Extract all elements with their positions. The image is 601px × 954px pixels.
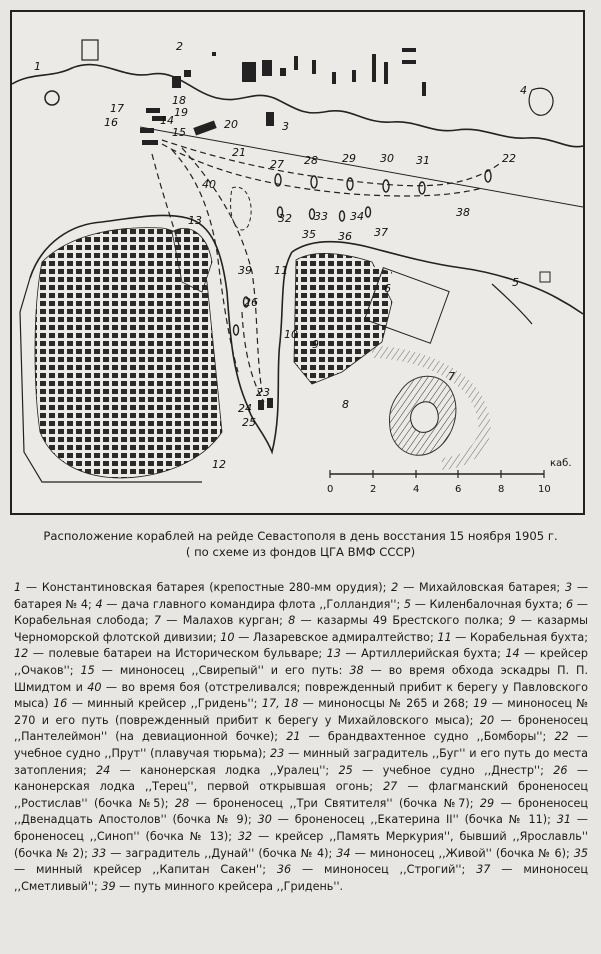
map-label: 21 [232, 146, 246, 159]
map-label: 13 [188, 214, 202, 227]
legend-text: — миноносец ,,Строгий'' [291, 863, 462, 877]
legend-number: 13 [326, 647, 341, 661]
legend-number: 35 [573, 846, 589, 860]
legend-number: 21 [286, 730, 301, 744]
scale-tick: 2 [370, 484, 377, 495]
legend-text: — миноносец № 270 и его путь (поврежденный прибит к берегу у Михайловского мыса) [14, 697, 588, 727]
legend-number: 23 [269, 746, 285, 760]
legend-text: — броненосец ,,Двенадцать Апостолов'' (бочка № 9) [14, 796, 589, 827]
legend-entry [175, 797, 470, 810]
map-label: 12 [212, 458, 226, 471]
legend-number: 7 [153, 614, 162, 628]
map-label: 6 [384, 282, 391, 295]
legend-number: 3 [564, 581, 573, 594]
map-label: 10 [284, 328, 298, 341]
legend-entry [336, 847, 566, 860]
figure-caption [0, 528, 601, 560]
legend-text: — минный заградитель ,,Буг'' и его путь до места затопления [14, 746, 588, 777]
legend-number: 15 [80, 663, 95, 677]
map-label: 31 [416, 154, 430, 167]
map-label: 32 [278, 212, 292, 225]
map-label: 14 [160, 114, 174, 127]
map-label: 25 [242, 416, 256, 429]
legend-text: — Лазаревское адмиралтейство [234, 630, 430, 644]
legend-number: 38 [342, 663, 364, 677]
legend-entry [96, 764, 325, 777]
legend-entry [339, 764, 541, 777]
legend-text: — миноносец ,,Сметливый'' [14, 863, 589, 893]
legend-number: 28 [174, 796, 190, 810]
legend-number: 2 [391, 581, 399, 594]
historical-map [10, 10, 585, 515]
scale-tick: 10 [538, 484, 551, 495]
scale-unit-label: каб. [550, 458, 572, 469]
map-label: 28 [304, 154, 318, 167]
boom-line [140, 127, 583, 207]
legend-text: — путь минного крейсера ,,Гридень''. [115, 879, 344, 893]
map-legend: 1 — Константиновская батарея (крепостные 280-мм орудия); 2 — Михайловская батарея; 3 — батарея № 4; 4 — дача главного командира флота ,,Голландия''; 5 — Киленбалочная бухта; 6 — Корабельная слобода; 7 — Малахов курган; 8 — казармы 49 Брестского полка; 9 — казармы Черноморской флотской дивизии; 10 — Лазаревское адмиралтейство; 11 — Корабельная бухта; 12 — полевые батареи на Историческом бульваре; 13 — Артиллерийская бухта; 14 — крейсер ,,Очаков''; 15 — миноносец ,,Свирепый'' и его путь: 38 — во время обхода эскадры П. П. Шмидтом и 40 — во время боя (отстреливался; поврежденный прибит к берегу у Павловского мыса) 16 — минный крейсер ,,Гридень''; 17, 18 — миноносцы № 265 и 268; 19 — миноносец № 270 и его путь (поврежденный прибит к берегу у Михайловского мыса); 20 — броненосец ,,Пантелеймон'' (на девиационной бочке); 21 — брандвахтенное судно ,,Бомборы''; 22 — учебное судно ,,Прут'' (плавучая тюрьма); 23 — минный заградитель ,,Буг'' и его путь до места затопления; 24 — канонерская лодка ,,Уралец''; 25 — учебное судно ,,Днестр''; 26 — канонерская лодка ,,Терец'', первой открывшая огонь; 27 — флагманский броненосец ,,Ростислав'' (бочка №5); 28 — броненосец ,,Три Святителя'' (бочка №7); 29 — броненосец ,,Двенадцать Апостолов'' (бочка № 9); 30 — броненосец ,,Екатерина II'' (бочка № 11); 31 — броненосец ,,Синоп'' (бочка № 13); 32 — крейсер ,,Память Меркурия'', бывший ,,Ярославль'' (бочка № 2); 33 — заградитель ,,Дунай'' (бочка № 4); 34 — миноносец ,,Живой'' (бочка № 6); 35 — минный крейсер ,,Капитан Сакен''; 36 — миноносец ,,Строгий''; 37 — миноносец ,,Сметливый''; 39 — путь минного крейсера ,,Гридень''. [14, 581, 589, 893]
legend-text: — миноносец ,,Свирепый'' и его путь: [94, 663, 343, 677]
legend-text: — Малахов курган [161, 614, 280, 628]
legend-text: — Корабельная бухта [451, 630, 585, 644]
map-label: 18 [172, 94, 186, 107]
legend-number: 6 [566, 597, 574, 611]
legend-text: — батарея № 4 [14, 581, 589, 611]
legend-entry [14, 647, 318, 660]
legend-number: 25 [338, 763, 353, 777]
legend-entry [437, 631, 584, 644]
legend-entry [14, 581, 383, 594]
legend-number: 11 [437, 630, 452, 644]
map-label: 7 [448, 370, 455, 383]
legend-number: 17, 18 [261, 697, 299, 711]
legend-entry [101, 880, 343, 893]
map-label: 39 [238, 264, 252, 277]
map-drawing [12, 12, 583, 513]
konstantinovsky-battery [45, 91, 59, 105]
legend-number: 37 [476, 863, 491, 877]
legend-text: — броненосец ,,Три Святителя'' (бочка №7) [189, 796, 470, 810]
map-label: 8 [342, 398, 349, 411]
legend-entry [53, 697, 254, 710]
legend-number: 34 [336, 846, 351, 860]
legend-text: — броненосец ,,Синоп'' (бочка № 13) [14, 813, 588, 843]
map-label: 17 [110, 102, 124, 115]
legend-entry [258, 813, 548, 826]
legend-text: — броненосец ,,Екатерина II'' (бочка № 11) [271, 813, 548, 827]
legend-number: 32 [237, 829, 253, 843]
caption-line-1: Расположение кораблей на рейде Севастополя в день восстания 15 ноября 1905 г. [43, 529, 558, 543]
legend-entry [288, 614, 499, 627]
legend-number: 12 [14, 647, 29, 661]
legend-number: 29 [479, 796, 495, 810]
legend-number: 33 [91, 846, 107, 860]
legend-text: — во время обхода эскадры П. П. Шмидтом и [14, 663, 589, 694]
legend-text: — полевые батареи на Историческом бульваре [28, 647, 319, 661]
legend-text: — флагманский броненосец ,,Ростислав'' (бочка №5) [14, 780, 589, 810]
map-label: 5 [512, 276, 519, 289]
legend-entry [95, 598, 396, 611]
legend-number: 5 [403, 597, 412, 611]
scale-tick: 0 [327, 484, 334, 495]
legend-text: — минный крейсер ,,Гридень'' [67, 697, 254, 711]
legend-entry [286, 730, 542, 743]
map-label: 19 [174, 106, 188, 119]
legend-number: 14 [505, 647, 520, 661]
scale-tick: 8 [498, 484, 505, 495]
legend-text: — Киленбалочная бухта [411, 597, 559, 611]
legend-number: 31 [556, 813, 571, 827]
north-shore-buildings [172, 48, 426, 126]
map-label: 33 [314, 210, 328, 223]
legend-text: — минный крейсер ,,Капитан Сакен'' [14, 863, 263, 877]
legend-text: — Михайловская батарея [398, 581, 557, 594]
map-label: 16 [104, 116, 118, 129]
legend-text: — миноносцы № 265 и 268 [298, 697, 465, 711]
map-label: 29 [342, 152, 356, 165]
legend-text: — Константиновская батарея (крепостные 280-мм орудия) [21, 581, 383, 594]
map-label: 26 [244, 296, 258, 309]
map-label: 37 [374, 226, 388, 239]
legend-number: 24 [95, 763, 111, 777]
legend-text: — броненосец ,,Пантелеймон'' (на девиационной бочке) [14, 713, 589, 744]
legend-number: 40 [82, 680, 102, 694]
legend-number: 8 [288, 614, 296, 628]
legend-text: — учебное судно ,,Прут'' (плавучая тюрьма) [14, 730, 589, 760]
legend-entry [92, 847, 329, 860]
map-label: 35 [302, 228, 316, 241]
legend-text: — дача главного командира флота ,,Голландия'' [102, 597, 397, 611]
legend-entry [277, 863, 462, 876]
north-coastline [12, 65, 583, 147]
map-label: 3 [282, 120, 289, 133]
legend-text: — канонерская лодка ,,Уралец'' [110, 763, 326, 777]
legend-text: — крейсер ,,Память Меркурия'', бывший ,,Ярославль'' (бочка № 2) [14, 829, 588, 860]
legend-text: — казармы Черноморской флотской дивизии [14, 614, 588, 644]
map-label: 4 [520, 84, 527, 97]
map-label: 9 [312, 338, 319, 351]
map-label: 27 [270, 158, 284, 171]
map-label: 24 [238, 402, 252, 415]
map-label: 23 [256, 386, 270, 399]
legend-number: 19 [473, 697, 488, 711]
map-label: 36 [338, 230, 352, 243]
legend-number: 22 [554, 730, 569, 744]
legend-number: 4 [95, 597, 103, 611]
map-label: 15 [172, 126, 186, 139]
legend-number: 36 [276, 863, 292, 877]
legend-text: — Корабельная слобода [14, 597, 588, 628]
legend-text: — брандвахтенное судно ,,Бомборы'' [300, 730, 543, 744]
scale-tick: 6 [455, 484, 462, 495]
legend-entry [327, 647, 497, 660]
legend-number: 20 [479, 713, 495, 727]
map-label: 34 [350, 210, 364, 223]
legend-entry [404, 598, 559, 611]
legend-number: 30 [257, 813, 272, 827]
legend-text: — учебное судно ,,Днестр'' [352, 763, 541, 777]
legend-entry [154, 614, 279, 627]
caption-line-2: ( по схеме из фондов ЦГА ВМФ СССР) [185, 545, 416, 559]
dacha-golland [529, 88, 553, 115]
legend-number: 39 [101, 879, 116, 893]
map-label: 30 [380, 152, 394, 165]
legend-number: 16 [53, 697, 68, 711]
legend-number: 10 [220, 630, 235, 644]
legend-text: — во время боя (отстреливался; поврежденный прибит к берегу у Павловского мыса) [14, 680, 588, 711]
scale-tick: 4 [413, 484, 420, 495]
map-label: 22 [502, 152, 516, 165]
map-label: 38 [456, 206, 470, 219]
map-label: 2 [176, 40, 183, 53]
map-label: 20 [224, 118, 238, 131]
legend-number: 1 [14, 581, 22, 594]
legend-entry [262, 697, 465, 710]
legend-entry [391, 581, 556, 594]
legend-number: 9 [508, 614, 516, 628]
legend-text: — канонерская лодка ,,Терец'', первой открывшая огонь [14, 763, 589, 794]
legend-text: — Артиллерийская бухта [340, 647, 498, 661]
map-label: 1 [34, 60, 41, 73]
legend-text: — казармы 49 Брестского полка [295, 614, 500, 628]
map-label: 40 [202, 178, 216, 191]
legend-number: 26 [553, 763, 568, 777]
map-label: 11 [274, 264, 288, 277]
legend-text: — крейсер ,,Очаков'' [14, 647, 589, 677]
legend-text: — заградитель ,,Дунай'' (бочка № 4) [106, 846, 329, 860]
legend-text: — миноносец ,,Живой'' (бочка № 6) [350, 846, 566, 860]
legend-number: 27 [383, 780, 398, 794]
legend-entry [220, 631, 430, 644]
